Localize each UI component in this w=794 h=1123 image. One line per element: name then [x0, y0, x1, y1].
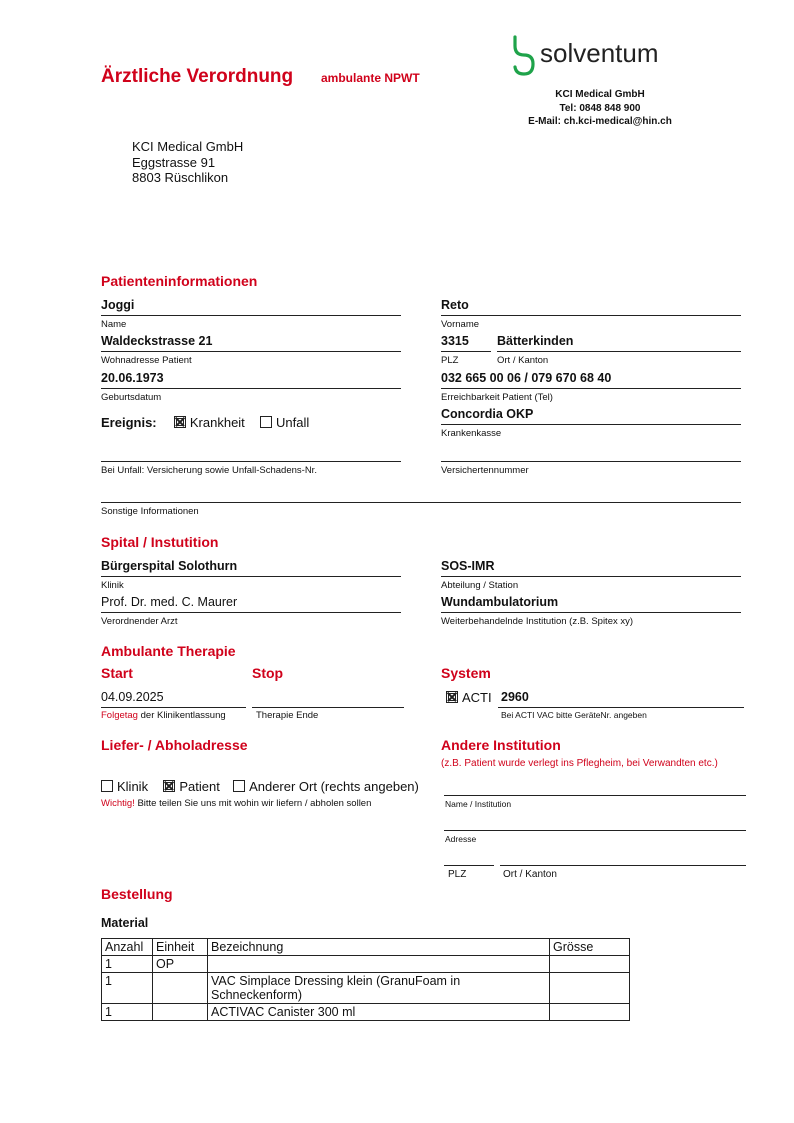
patient-birth[interactable]: 20.06.1973 — [101, 371, 164, 385]
solventum-logo-icon — [510, 34, 538, 78]
phone-label: Erreichbarkeit Patient (Tel) — [441, 392, 553, 403]
material-table — [101, 938, 630, 1021]
section-spital: Spital / Instutition — [101, 534, 219, 550]
section-bestellung: Bestellung — [101, 886, 173, 902]
cell[interactable]: 1 — [102, 1004, 153, 1021]
krankheit-checkbox[interactable] — [174, 416, 186, 428]
table-row[interactable] — [102, 1004, 630, 1021]
material-heading: Material — [101, 916, 149, 930]
patient-ort[interactable]: Bätterkinden — [497, 334, 574, 348]
geraet-label: Bei ACTI VAC bitte GeräteNr. angeben — [501, 710, 647, 720]
liefer-anderer-label: Anderer Ort (rechts angeben) — [249, 779, 419, 794]
section-andere: Andere Institution — [441, 737, 561, 753]
col-bezeichnung: Bezeichnung — [208, 939, 550, 956]
patient-checkbox[interactable] — [163, 780, 175, 792]
section-liefer: Liefer- / Abholadresse — [101, 737, 248, 753]
andere-note: (z.B. Patient wurde verlegt ins Pflegheim, bei Verwandten etc.) — [441, 758, 718, 769]
ereignis-label: Ereignis: — [101, 415, 157, 430]
krankheit-label: Krankheit — [189, 415, 245, 430]
andere-ort-label: Ort / Kanton — [503, 869, 557, 880]
patient-phone[interactable]: 032 665 00 06 / 079 670 68 40 — [441, 371, 612, 385]
spital-arzt[interactable]: Prof. Dr. med. C. Maurer — [101, 595, 238, 609]
wichtig-text: Bitte teilen Sie uns mit wohin wir liefern / abholen sollen — [137, 798, 372, 809]
patient-vorname[interactable]: Reto — [441, 298, 469, 312]
address-label: Wohnadresse Patient — [101, 355, 192, 366]
recipient-line2: Eggstrasse 91 — [132, 154, 216, 170]
col-groesse: Grösse — [550, 939, 630, 956]
recipient-line1: KCI Medical GmbH — [132, 139, 244, 154]
col-anzahl: Anzahl — [102, 939, 153, 956]
cell[interactable] — [550, 973, 630, 1004]
anderer-checkbox[interactable] — [233, 780, 245, 792]
cell[interactable] — [550, 956, 630, 973]
acti-label: ACTI — [462, 690, 492, 705]
kci-tel: Tel: 0848 848 900 — [559, 102, 641, 114]
patient-address[interactable]: Waldeckstrasse 21 — [101, 334, 213, 348]
unfall-info-label: Bei Unfall: Versicherung sowie Unfall-Schadens-Nr. — [101, 465, 317, 476]
solventum-logo — [510, 34, 538, 83]
sonstige-label: Sonstige Informationen — [101, 506, 199, 517]
recipient-address — [132, 139, 243, 186]
spital-abteilung[interactable]: SOS-IMR — [441, 559, 495, 573]
arzt-label: Verordnender Arzt — [101, 616, 178, 627]
weiter-label: Weiterbehandelnde Institution (z.B. Spitex xy) — [441, 616, 634, 627]
klinik-checkbox[interactable] — [101, 780, 113, 792]
birth-label: Geburtsdatum — [101, 392, 162, 403]
ende-label: Therapie Ende — [256, 710, 319, 721]
section-patient: Patienteninformationen — [101, 273, 258, 289]
cell[interactable] — [208, 956, 550, 973]
kci-company: KCI Medical GmbH — [555, 89, 645, 100]
ort-label: Ort / Kanton — [497, 355, 549, 366]
folgetag-rest: der Klinikentlassung — [140, 710, 226, 721]
patient-plz[interactable]: 3315 — [441, 334, 469, 348]
kci-email: E-Mail: ch.kci-medical@hin.ch — [528, 116, 672, 127]
ereignis-row — [101, 415, 309, 430]
liefer-patient-label: Patient — [179, 779, 220, 794]
table-row[interactable] — [102, 956, 630, 973]
plz-label: PLZ — [441, 355, 459, 366]
liefer-klinik-label: Klinik — [117, 779, 149, 794]
vorname-label: Vorname — [441, 319, 480, 330]
form-subtitle: ambulante NPWT — [321, 71, 420, 85]
patient-kasse[interactable]: Concordia OKP — [441, 407, 534, 421]
table-row[interactable] — [102, 973, 630, 1004]
logo-text: solventum — [540, 38, 659, 68]
kci-contact — [500, 88, 700, 129]
cell[interactable] — [153, 973, 208, 1004]
start-date[interactable]: 04.09.2025 — [101, 690, 164, 704]
andere-adresse-label: Adresse — [445, 834, 477, 844]
acti-checkbox[interactable] — [446, 691, 458, 703]
wichtig-note — [101, 798, 371, 809]
unfall-label: Unfall — [276, 415, 310, 430]
versicherten-label: Versichertennummer — [441, 465, 529, 476]
cell[interactable] — [153, 1004, 208, 1021]
cell[interactable]: 1 — [102, 973, 153, 1004]
patient-name[interactable]: Joggi — [101, 298, 135, 312]
cell[interactable]: VAC Simplace Dressing klein (GranuFoam in Schneckenform) — [208, 973, 550, 1004]
stop-heading: Stop — [252, 665, 284, 681]
form-title: Ärztliche Verordnung — [101, 66, 294, 87]
acti-option — [446, 690, 492, 705]
recipient-line3: 8803 Rüschlikon — [132, 170, 229, 185]
start-heading: Start — [101, 665, 133, 681]
table-header-row — [102, 939, 630, 956]
spital-klinik[interactable]: Bürgerspital Solothurn — [101, 559, 238, 573]
cell[interactable] — [550, 1004, 630, 1021]
unfall-checkbox[interactable] — [260, 416, 272, 428]
kasse-label: Krankenkasse — [441, 428, 502, 439]
section-therapie: Ambulante Therapie — [101, 643, 236, 659]
system-heading: System — [441, 665, 491, 681]
abteilung-label: Abteilung / Station — [441, 580, 519, 591]
klinik-label: Klinik — [101, 580, 124, 591]
liefer-options — [101, 779, 419, 794]
folgetag-label — [101, 710, 226, 721]
wichtig-word: Wichtig! — [101, 798, 135, 809]
name-label: Name — [101, 319, 127, 330]
cell[interactable]: ACTIVAC Canister 300 ml — [208, 1004, 550, 1021]
andere-plz-label: PLZ — [448, 869, 467, 880]
andere-name-label: Name / Institution — [445, 799, 512, 809]
cell[interactable]: OP — [153, 956, 208, 973]
folgetag-word: Folgetag — [101, 710, 138, 721]
geraet-nr[interactable]: 2960 — [501, 690, 529, 704]
col-einheit: Einheit — [153, 939, 208, 956]
spital-weiter[interactable]: Wundambulatorium — [441, 595, 559, 609]
cell[interactable]: 1 — [102, 956, 153, 973]
